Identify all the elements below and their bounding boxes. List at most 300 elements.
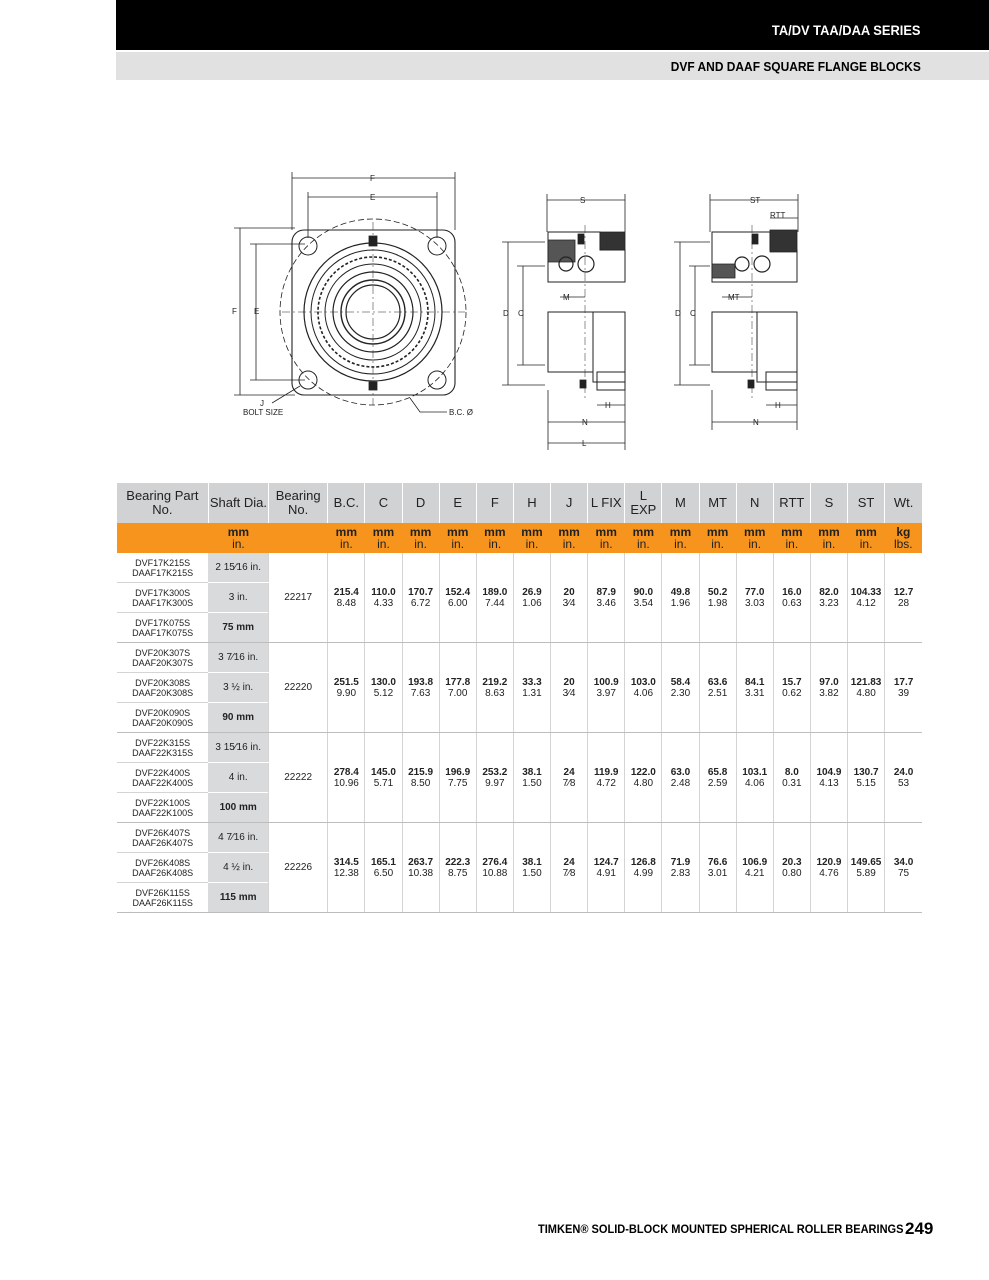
dimension-value-cell — [588, 643, 625, 733]
unit-cell — [848, 523, 885, 553]
dimension-value-cell — [810, 733, 847, 823]
value-metric: 215.9 — [408, 766, 434, 778]
unit-cell — [365, 523, 402, 553]
part-number-daaf: DAAF20K307S — [132, 657, 194, 668]
part-number-dvf: DVF20K307S — [135, 647, 191, 658]
value-imperial: 4.33 — [373, 597, 394, 609]
value-metric: 219.2 — [482, 676, 508, 688]
unit-imperial: lbs. — [893, 537, 913, 551]
unit-cell — [625, 523, 662, 553]
dimension-value-cell — [439, 643, 476, 733]
unit-cell — [699, 523, 736, 553]
value-metric: 63.6 — [707, 676, 728, 688]
value-imperial: 1.06 — [522, 597, 542, 609]
unit-metric: mm — [447, 525, 469, 539]
shaft-diameter-cell: 3 15⁄16 in. — [208, 733, 268, 763]
value-metric: 110.0 — [371, 586, 396, 598]
table-units-row — [117, 523, 922, 553]
unit-imperial: in. — [748, 537, 762, 551]
value-metric: 130.0 — [370, 676, 396, 688]
dimensions-table — [117, 483, 922, 913]
value-imperial: 9.90 — [336, 687, 357, 699]
value-imperial: 4.06 — [633, 687, 654, 699]
value-metric: 196.9 — [445, 766, 471, 778]
value-metric: 170.7 — [408, 586, 434, 598]
dim-c-1: C — [518, 309, 524, 318]
dim-d-2: D — [675, 309, 681, 318]
value-metric: 90.0 — [633, 586, 654, 598]
value-imperial: 3.03 — [744, 597, 765, 609]
value-imperial: 3.01 — [707, 867, 728, 879]
value-metric: 76.6 — [707, 856, 728, 868]
dim-e-left: E — [254, 307, 260, 316]
value-imperial: 8.48 — [336, 597, 357, 609]
value-metric: 149.65 — [850, 856, 882, 868]
bearing-number-cell: 22226 — [269, 823, 328, 913]
dimension-value-cell — [328, 733, 365, 823]
dimension-value-cell — [699, 643, 736, 733]
value-imperial: 0.63 — [782, 597, 802, 609]
dimension-value-cell — [773, 643, 810, 733]
header-cell: H — [513, 483, 550, 523]
unit-cell — [513, 523, 550, 553]
part-number-daaf: DAAF26K407S — [132, 837, 194, 848]
dimension-value-cell — [662, 733, 699, 823]
unit-empty — [269, 523, 328, 553]
dimension-value-cell — [588, 553, 625, 643]
unit-imperial: in. — [822, 537, 836, 551]
value-imperial: 3.97 — [596, 687, 616, 699]
part-number-cell — [117, 733, 208, 763]
side-view-daaf — [674, 194, 798, 430]
value-metric: 12.7 — [893, 586, 914, 598]
part-number-daaf: DAAF20K308S — [132, 687, 194, 698]
value-imperial: 28 — [898, 597, 910, 609]
unit-metric: mm — [855, 525, 877, 539]
dim-h-1: H — [605, 401, 611, 410]
header-cell: Shaft Dia. — [208, 483, 268, 523]
dim-m-1: M — [563, 293, 570, 302]
value-metric: 103.1 — [742, 766, 768, 778]
value-imperial: 4.12 — [856, 597, 876, 609]
part-number-daaf: DAAF22K315S — [132, 747, 194, 758]
dim-st: ST — [750, 196, 761, 205]
value-metric: 20 — [563, 586, 575, 598]
unit-cell — [402, 523, 439, 553]
value-imperial: 7⁄8 — [562, 867, 576, 879]
value-metric: 104.9 — [816, 766, 842, 778]
dim-n-2: N — [753, 418, 759, 427]
part-number-dvf: DVF20K090S — [135, 707, 191, 718]
value-imperial: 5.89 — [856, 867, 876, 879]
header-cell: S — [810, 483, 847, 523]
unit-cell — [328, 523, 365, 553]
value-imperial: 53 — [898, 777, 910, 789]
dimension-value-cell — [662, 823, 699, 913]
dimension-value-cell — [848, 823, 885, 913]
dimension-value-cell — [402, 733, 439, 823]
dimension-value-cell — [662, 643, 699, 733]
value-metric: 278.4 — [333, 766, 359, 778]
dimension-value-cell — [551, 733, 588, 823]
value-imperial: 4.21 — [744, 867, 765, 879]
table-row — [117, 643, 922, 673]
value-metric: 77.0 — [744, 586, 765, 598]
dimension-value-cell — [848, 733, 885, 823]
value-imperial: 3⁄4 — [562, 687, 576, 699]
value-metric: 82.0 — [819, 586, 839, 598]
value-imperial: 2.59 — [707, 777, 728, 789]
part-number-daaf: DAAF22K400S — [132, 777, 194, 788]
dimension-value-cell — [885, 553, 922, 643]
unit-imperial: in. — [785, 537, 799, 551]
shaft-diameter-cell: 3 ½ in. — [208, 673, 268, 703]
unit-metric: mm — [669, 525, 692, 539]
unit-cell — [476, 523, 513, 553]
unit-metric: mm — [558, 525, 580, 539]
bearing-number-cell: 22220 — [269, 643, 328, 733]
part-number-dvf: DVF17K300S — [135, 587, 191, 598]
shaft-diameter-cell: 4 in. — [208, 763, 268, 793]
part-number-daaf: DAAF17K300S — [132, 597, 194, 608]
value-metric: 20 — [563, 676, 575, 688]
header-cell: RTT — [773, 483, 810, 523]
section-title: DVF AND DAAF SQUARE FLANGE BLOCKS — [670, 59, 921, 74]
value-metric: 24 — [563, 766, 575, 778]
value-imperial: 4.80 — [856, 687, 876, 699]
value-metric: 20.3 — [782, 856, 802, 868]
value-imperial: 3.54 — [633, 597, 654, 609]
dimension-value-cell — [402, 553, 439, 643]
value-metric: 263.7 — [408, 856, 434, 868]
unit-cell — [551, 523, 588, 553]
header-cell: C — [365, 483, 402, 523]
shaft-diameter-cell: 100 mm — [208, 793, 268, 823]
value-imperial: 7.44 — [485, 597, 505, 609]
page-number: 249 — [905, 1219, 934, 1238]
unit-cell — [208, 523, 268, 553]
part-number-cell — [117, 823, 208, 853]
part-number-cell — [117, 883, 208, 913]
dim-mt: MT — [728, 293, 740, 302]
value-metric: 120.9 — [816, 856, 842, 868]
dimension-value-cell — [736, 733, 773, 823]
value-metric: 15.7 — [782, 676, 802, 688]
value-metric: 49.8 — [670, 586, 691, 598]
table-row — [117, 553, 922, 583]
value-metric: 97.0 — [819, 676, 839, 688]
value-metric: 276.4 — [482, 856, 508, 868]
dimension-value-cell — [699, 823, 736, 913]
dimension-value-cell — [365, 553, 402, 643]
dimension-value-cell — [513, 553, 550, 643]
dim-e-top: E — [370, 193, 376, 202]
unit-cell — [588, 523, 625, 553]
value-imperial: 2.30 — [670, 687, 691, 699]
part-number-dvf: DVF26K408S — [135, 857, 191, 868]
header-cell: B.C. — [328, 483, 365, 523]
table-header-row — [117, 483, 922, 523]
unit-metric: mm — [335, 525, 357, 539]
dim-d-1: D — [503, 309, 509, 318]
value-metric: 38.1 — [522, 766, 542, 778]
value-imperial: 1.96 — [670, 597, 691, 609]
shaft-diameter-cell: 3 in. — [208, 583, 268, 613]
dimension-value-cell — [662, 553, 699, 643]
unit-metric: mm — [595, 525, 617, 539]
part-number-dvf: DVF17K215S — [135, 557, 191, 568]
value-metric: 87.9 — [596, 586, 616, 598]
value-metric: 119.9 — [593, 766, 619, 778]
part-number-dvf: DVF26K115S — [135, 887, 190, 898]
bearing-number-cell: 22217 — [269, 553, 328, 643]
value-metric: 24 — [563, 856, 575, 868]
value-imperial: 3.46 — [596, 597, 616, 609]
value-imperial: 3⁄4 — [562, 597, 576, 609]
unit-cell — [885, 523, 922, 553]
value-metric: 124.7 — [593, 856, 619, 868]
value-imperial: 2.48 — [670, 777, 691, 789]
part-number-daaf: DAAF22K100S — [132, 807, 194, 818]
header-cell: Bearing No. — [269, 483, 328, 523]
value-imperial: 4.76 — [819, 867, 839, 879]
dimension-value-cell — [328, 823, 365, 913]
value-metric: 65.8 — [707, 766, 728, 778]
value-imperial: 4.91 — [596, 867, 616, 879]
value-imperial: 2.83 — [670, 867, 691, 879]
value-imperial: 0.31 — [782, 777, 802, 789]
part-number-dvf: DVF26K407S — [135, 827, 191, 838]
shaft-diameter-cell: 2 15⁄16 in. — [208, 553, 268, 583]
dimension-value-cell — [365, 823, 402, 913]
technical-drawing — [0, 0, 989, 470]
dimension-value-cell — [810, 823, 847, 913]
unit-metric: mm — [706, 525, 729, 539]
dimension-value-cell — [439, 823, 476, 913]
dimension-value-cell — [476, 553, 513, 643]
dimension-value-cell — [699, 553, 736, 643]
value-imperial: 1.50 — [522, 867, 542, 879]
value-imperial: 8.75 — [447, 867, 468, 879]
dimension-value-cell — [625, 823, 662, 913]
part-number-dvf: DVF22K400S — [135, 767, 191, 778]
value-imperial: 4.99 — [633, 867, 654, 879]
table-row — [117, 733, 922, 763]
unit-imperial: in. — [451, 537, 465, 551]
value-metric: 145.0 — [370, 766, 396, 778]
part-number-cell — [117, 763, 208, 793]
side-view-dvf — [502, 194, 625, 450]
dimension-value-cell — [439, 553, 476, 643]
dimension-value-cell — [439, 733, 476, 823]
part-number-daaf: DAAF26K115S — [132, 897, 193, 908]
dimension-value-cell — [513, 733, 550, 823]
dim-l-1: L — [582, 439, 587, 448]
part-number-daaf: DAAF17K075S — [132, 627, 194, 638]
part-number-dvf: DVF17K075S — [135, 617, 191, 628]
header-cell: E — [439, 483, 476, 523]
part-number-dvf: DVF22K315S — [135, 737, 191, 748]
dimension-value-cell — [810, 553, 847, 643]
value-imperial: 4.13 — [819, 777, 839, 789]
unit-imperial: in. — [377, 537, 390, 551]
value-imperial: 4.80 — [633, 777, 654, 789]
value-metric: 122.0 — [630, 766, 656, 778]
dim-c-2: C — [690, 309, 696, 318]
unit-imperial: in. — [414, 537, 427, 551]
unit-metric: mm — [521, 525, 543, 539]
dimension-value-cell — [476, 823, 513, 913]
unit-empty — [117, 523, 208, 553]
dim-rtt: RTT — [770, 211, 786, 220]
dimension-value-cell — [476, 733, 513, 823]
dimension-value-cell — [402, 643, 439, 733]
unit-imperial: in. — [525, 537, 539, 551]
value-imperial: 75 — [898, 867, 910, 879]
dimension-value-cell — [699, 733, 736, 823]
part-number-dvf: DVF20K308S — [135, 677, 191, 688]
value-imperial: 7.63 — [410, 687, 431, 699]
table-row — [117, 823, 922, 853]
dimension-value-cell — [551, 553, 588, 643]
value-imperial: 0.80 — [782, 867, 802, 879]
dimension-value-cell — [736, 643, 773, 733]
header-cell: Wt. — [885, 483, 922, 523]
value-metric: 251.5 — [333, 676, 359, 688]
bolt-size-label: BOLT SIZE — [243, 408, 284, 417]
value-imperial: 9.97 — [485, 777, 505, 789]
value-metric: 26.9 — [522, 586, 542, 598]
value-imperial: 7⁄8 — [562, 777, 576, 789]
header-cell: J — [551, 483, 588, 523]
dimension-value-cell — [365, 643, 402, 733]
unit-imperial: in. — [674, 537, 687, 551]
header-cell: F — [476, 483, 513, 523]
value-metric: 58.4 — [670, 676, 691, 688]
dimension-value-cell — [588, 733, 625, 823]
value-imperial: 5.15 — [856, 777, 876, 789]
bearing-number-cell: 22222 — [269, 733, 328, 823]
value-metric: 215.4 — [333, 586, 359, 598]
unit-metric: mm — [484, 525, 506, 539]
part-number-cell — [117, 613, 208, 643]
dimension-value-cell — [365, 733, 402, 823]
shaft-diameter-cell: 4 ½ in. — [208, 853, 268, 883]
value-metric: 189.0 — [482, 586, 508, 598]
unit-metric: mm — [409, 525, 432, 539]
part-number-cell — [117, 643, 208, 673]
unit-metric: mm — [781, 525, 803, 539]
value-imperial: 1.50 — [522, 777, 542, 789]
value-imperial: 8.50 — [410, 777, 431, 789]
value-imperial: 1.31 — [522, 687, 542, 699]
value-imperial: 3.82 — [819, 687, 839, 699]
value-metric: 103.0 — [630, 676, 656, 688]
value-metric: 314.5 — [333, 856, 359, 868]
value-metric: 84.1 — [744, 676, 765, 688]
dimension-value-cell — [551, 823, 588, 913]
unit-metric: kg — [896, 525, 911, 539]
part-number-dvf: DVF22K100S — [135, 797, 191, 808]
part-number-cell — [117, 583, 208, 613]
value-metric: 100.9 — [593, 676, 619, 688]
dimension-value-cell — [625, 553, 662, 643]
part-number-cell — [117, 673, 208, 703]
value-imperial: 10.96 — [333, 777, 359, 789]
value-metric: 193.8 — [408, 676, 434, 688]
unit-imperial: in. — [562, 537, 576, 551]
header-cell: L EXP — [625, 483, 662, 523]
dimension-value-cell — [328, 553, 365, 643]
part-number-cell — [117, 853, 208, 883]
unit-imperial: in. — [232, 537, 245, 551]
unit-cell — [439, 523, 476, 553]
dimension-value-cell — [513, 823, 550, 913]
dim-n-1: N — [582, 418, 588, 427]
dim-h-2: H — [775, 401, 781, 410]
unit-imperial: in. — [711, 537, 724, 551]
value-metric: 8.0 — [784, 766, 799, 778]
value-imperial: 8.63 — [485, 687, 505, 699]
unit-imperial: in. — [636, 537, 650, 551]
dimension-value-cell — [773, 733, 810, 823]
unit-imperial: in. — [339, 537, 353, 551]
part-number-cell — [117, 703, 208, 733]
dimension-value-cell — [848, 553, 885, 643]
header-cell: Bearing Part No. — [117, 483, 208, 523]
dim-j: J — [260, 399, 264, 408]
header-cell: L FIX — [588, 483, 625, 523]
series-title: TA/DV TAA/DAA SERIES — [772, 22, 921, 38]
value-metric: 50.2 — [707, 586, 728, 598]
dimension-value-cell — [402, 823, 439, 913]
dimension-value-cell — [848, 643, 885, 733]
value-imperial: 0.62 — [782, 687, 802, 699]
value-imperial: 10.88 — [482, 867, 508, 879]
value-imperial: 7.00 — [447, 687, 468, 699]
dimension-value-cell — [810, 643, 847, 733]
value-imperial: 1.98 — [707, 597, 728, 609]
dimension-value-cell — [773, 553, 810, 643]
value-imperial: 2.51 — [707, 687, 728, 699]
value-metric: 152.4 — [445, 586, 471, 598]
value-imperial: 3.31 — [744, 687, 765, 699]
value-imperial: 10.38 — [408, 867, 434, 879]
value-metric: 121.83 — [850, 676, 882, 688]
dimension-value-cell — [885, 823, 922, 913]
value-imperial: 5.12 — [373, 687, 394, 699]
dimension-value-cell — [736, 823, 773, 913]
shaft-diameter-cell: 3 7⁄16 in. — [208, 643, 268, 673]
unit-cell — [810, 523, 847, 553]
unit-cell — [662, 523, 699, 553]
table-body — [117, 553, 922, 913]
part-number-daaf: DAAF26K408S — [132, 867, 194, 878]
bc-label: B.C. Ø — [449, 408, 474, 417]
shaft-diameter-cell: 115 mm — [208, 883, 268, 913]
header-cell: M — [662, 483, 699, 523]
value-imperial: 3.23 — [819, 597, 839, 609]
value-imperial: 39 — [898, 687, 910, 699]
part-number-daaf: DAAF20K090S — [132, 717, 194, 728]
unit-metric: mm — [372, 525, 395, 539]
header-cell: ST — [848, 483, 885, 523]
value-imperial: 7.75 — [447, 777, 468, 789]
unit-metric: mm — [632, 525, 654, 539]
dimension-value-cell — [625, 733, 662, 823]
value-metric: 63.0 — [670, 766, 691, 778]
dimension-value-cell — [773, 823, 810, 913]
